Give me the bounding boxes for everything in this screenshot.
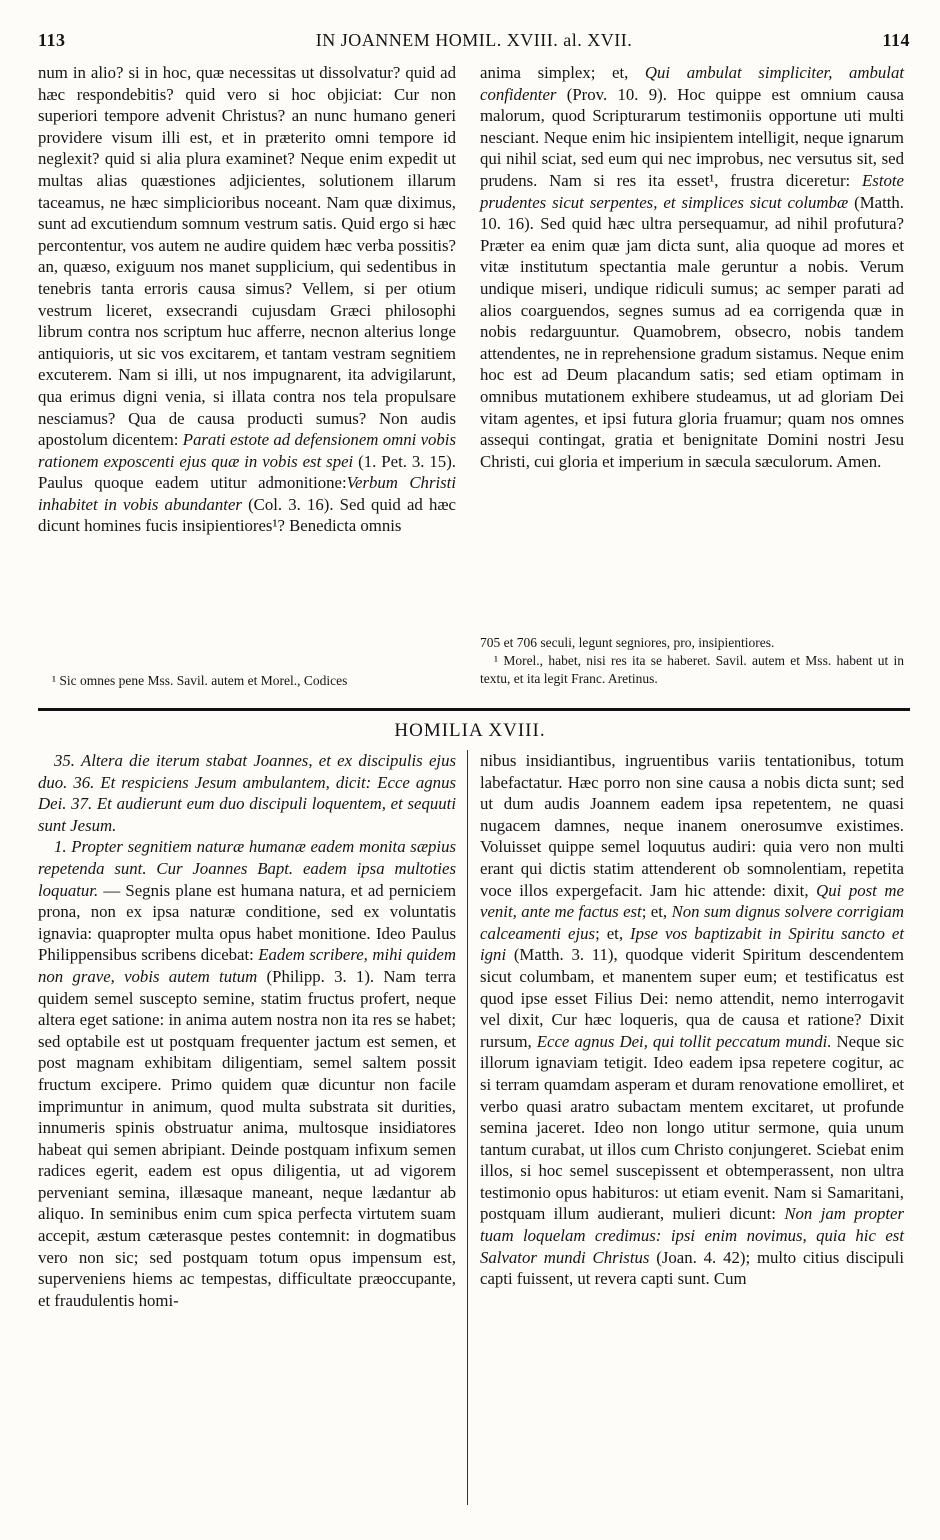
lower-right-text-f: (Joan. 4. 42); multo citius discipuli capti fuissent, ut revera capti sunt. Cum <box>480 1247 904 1289</box>
section-divider <box>38 708 910 711</box>
chapter-summary: 1. Propter segnitiem naturæ humanæ eadem monita sæpius repetenda sunt. Cur Joannes Bapt. eadem ipsa multoties loquatur. <box>38 837 456 900</box>
lower-right-text-b: ; et, <box>641 902 668 922</box>
footnotes-right <box>480 634 904 688</box>
upper-right-text-c: (Matth. 10. 16). Sed quid hæc ultra persequamur, ad nihil profutura? Præter ea enim quæ jam dicta sunt, alia quoque ad mores et vitæ institutum spectantia male geruntur a nobis. Verum undique miseri, undique ridiculi sumus; ac semper parati ad alios coarguendos, segnes sumus ad ea corrigenda quæ in nobis redarguuntur. Quamobrem, obsecro, nobis tandem attendentes, ne in reprehensione gradum sistamus. Neque enim hoc est ad Deum placandum satis; sed etiam optimam in omnibus mutationem exhibere studeamus, ut ad gloriam Dei vitam agentes, et ipsi futura gloria fruamur; quam nos omnes assequi contingat, gratia et benignitate Domini nostri Jesu Christi, cui gloria et imperium in sæcula sæculorum. Amen. <box>480 192 904 471</box>
upper-left-text: num in alio? si in hoc, quæ necessitas ut dissolvatur? quid ad hæc respondebitis? quid vero si hoc objiciat: Cur non superiori tempore advenit Christus? an nunc humano generi providere visum illi est, et in præterito omni tempore id neglexit? quid si alia plura examinet? Neque enim expedit ut multas alias quæstiones adjicientes, solutionem illarum taceamus, ne hæc simplicioribus noceant. Nam quæ diximus, sunt ad excutiendum somnum vestrum satis. Quid ergo si hæc percontentur, vos autem ne audire quidem hæc verba possitis? an, quæso, exiguum nos manet supplicium, qui sedentibus in tenebris tanta erroris causa simus? Vellem, si per otium vestrum liceret, exsecrandi cujusdam Græci philosophi librum contra nos scriptum huc afferre, necnon alterius longe antiquioris, ut sic vos excitarem, et tantam vestram segnitiem excuterem. Nam si illi, ut nos impugnarent, ita advigilarunt, qua erimus digni venia, si illata contra nos tela propulsare nesciamus? Qua de causa producti sumus? Non audis apostolum dicentem: <box>38 63 456 450</box>
footnote-right-line-2: ¹ Morel., habet, nisi res ita se haberet. Savil. autem et Mss. habent ut in textu, et ita legit Franc. Aretinus. <box>480 653 904 686</box>
lower-right-text-e: Neque sic illorum ignaviam tetigit. Ideo eadem ipsa repetere cogitur, ac si terram quamdam asperam et duram renovatione emolliret, et verbo quasi aratro subactam mentem excitaret, ut profunde semina jaceret. Ideo non longo utitur sermone, quia unum tantum curabat, ut illos cum Christo conjungeret. Sciebat enim illos, si hoc semel suscepissent et obtemperassent, non ultra testimonio opus habituros: ut etiam evenit. Nam si Samaritani, postquam illum audierant, mulieri dicunt: <box>480 1031 904 1224</box>
lower-right-paragraph <box>480 750 904 1290</box>
lower-right-quote-c: Ipse vos baptizabit in Spiritu sancto et igni <box>480 923 904 965</box>
lower-right-text-c: ; et, <box>595 923 624 943</box>
upper-left-quote-1: Parati estote ad defensionem omni vobis rationem exposcenti ejus quæ in vobis est spei <box>38 430 457 471</box>
gospel-verses: 35. Altera die iterum stabat Joannes, et ex discipulis ejus duo. 36. Et respiciens Jesum ambulantem, dicit: Ecce agnus Dei. 37. Et audierunt eum duo discipuli loquentem, et sequuti sunt Jesum. <box>38 751 456 835</box>
upper-right-text-b: (Prov. 10. 9). Hoc quippe est omnium causa malorum, quod Scripturarum testimoniis opportune uti multi nesciant. Neque enim hic insipientem intelligit, neque ignarum qui nihil sciat, sed eum qui nec improbus, nec versutus sit, sed prudens. Nam si res ita esset¹, frustra diceretur: <box>480 84 904 190</box>
upper-left-paragraph <box>38 62 456 537</box>
upper-left-ref-2: (Col. 3. 16). Sed quid ad hæc dicunt homines fucis insipientiores¹? Benedicta omnis <box>38 494 456 536</box>
lower-right-column <box>480 750 904 1290</box>
lower-left-quote-a: Eadem scribere, mihi quidem non grave, vobis autem tutum <box>38 945 456 986</box>
lower-right-quote-a: Qui post me venit, ante me factus est <box>480 880 904 922</box>
page-number-right: 114 <box>882 30 910 50</box>
lower-right-text-a: nibus insidiantibus, ingruentibus variis tentationibus, totum labefactatur. Hæc porro non sine causa a nobis dicta sunt; sed ut dum audis Joannem eadem ipsa repetentem, ne quasi nugacem damnes, neque inanem onerosumve existimes. Voluisset quippe semel loquutus audiri: quia vero non multi erant qui dictis statim attenderent ob somnolentiam, repetita voce illos expergefacit. Jam hic attende: dixit, <box>480 751 904 900</box>
lower-left-text-a: — Segnis plane est humana natura, et ad perniciem prona, non ex ipsa naturæ conditione, sed ex voluntatis ignavia: quapropter multa opus habet monitione. Ideo Paulus Philippensibus scribens dicebat: <box>38 880 456 965</box>
lower-right-quote-b: Non sum dignus solvere corrigiam calceamenti ejus <box>480 902 905 943</box>
lower-left-text-b: (Philipp. 3. 1). Nam terra quidem semel suscepto semine, statim fructus profert, neque altera eget satione: in anima autem nostra non ita res se habet; sed optabile est ut postquam frequenter jactum est semen, et post magnam exhibitam diligentiam, semel saltem possit fructum excipere. Primo quidem quæ dicuntur non facile imprimuntur in animum, quod multa substrata sit durities, innumeris spinis obstruatur anima, multosque insidiatores habeat qui semen abripiant. Deinde postquam infixum semen radices egerit, eadem est opus diligentia, ut ad vigorem perveniant semina, illæsaque maneant, neque lædantur ab aliquo. In seminibus enim cum spica perfecta virtutem suam accepit, æstum cæterasque pestes contemnit: in dogmatibus vero non sic; sed postquam totum opus impensum est, superveniens hiems ac tempestas, difficultate præoccupante, et fraudulentis homi- <box>38 966 456 1310</box>
lower-right-quote-e: Non jam propter tuam loquelam credimus: ipsi enim novimus, quia hic est Salvator mundi Christus <box>480 1204 904 1267</box>
upper-right-text-a: anima simplex; et, <box>480 63 629 82</box>
running-header <box>38 30 910 62</box>
upper-left-quote-2: Verbum Christi inhabitet in vobis abundanter <box>38 473 456 514</box>
upper-left-ref-1: (1. Pet. 3. 15). Paulus quoque eadem utitur admonitione: <box>38 451 456 493</box>
homily-paragraph-1 <box>38 836 456 1311</box>
footnote-right-line-1: 705 et 706 seculi, legunt segniores, pro, insipientiores. <box>480 635 775 650</box>
upper-right-paragraph <box>480 62 904 472</box>
upper-right-quote-a: Qui ambulat simpliciter, ambulat confidenter <box>480 63 905 104</box>
running-title: IN JOANNEM HOMIL. XVIII. al. XVII. <box>315 30 633 50</box>
upper-right-quote-b: Estote prudentes sicut serpentes, et simplices sicut columbæ <box>480 170 904 212</box>
page-number-left: 113 <box>38 30 66 50</box>
lower-right-quote-d: Ecce agnus Dei, qui tollit peccatum mundi. <box>536 1031 832 1051</box>
column-divider <box>467 750 468 1505</box>
upper-right-column <box>480 62 904 472</box>
upper-left-column <box>38 62 456 537</box>
lower-right-text-d: (Matth. 3. 11), quodque viderit Spiritum descendentem sicut columbam, et manentem super eum; et testificatus est quod ipse esset Filius Dei: nemo attendit, nemo interrogavit vel dixit, Cur hæc loqueris, qua de causa et ratione? Dixit rursum, <box>480 945 904 1051</box>
footnote-left: ¹ Sic omnes pene Mss. Savil. autem et Morel., Codices <box>52 673 348 688</box>
homily-title: HOMILIA XVIII. <box>394 720 546 741</box>
lower-left-column <box>38 750 456 1311</box>
